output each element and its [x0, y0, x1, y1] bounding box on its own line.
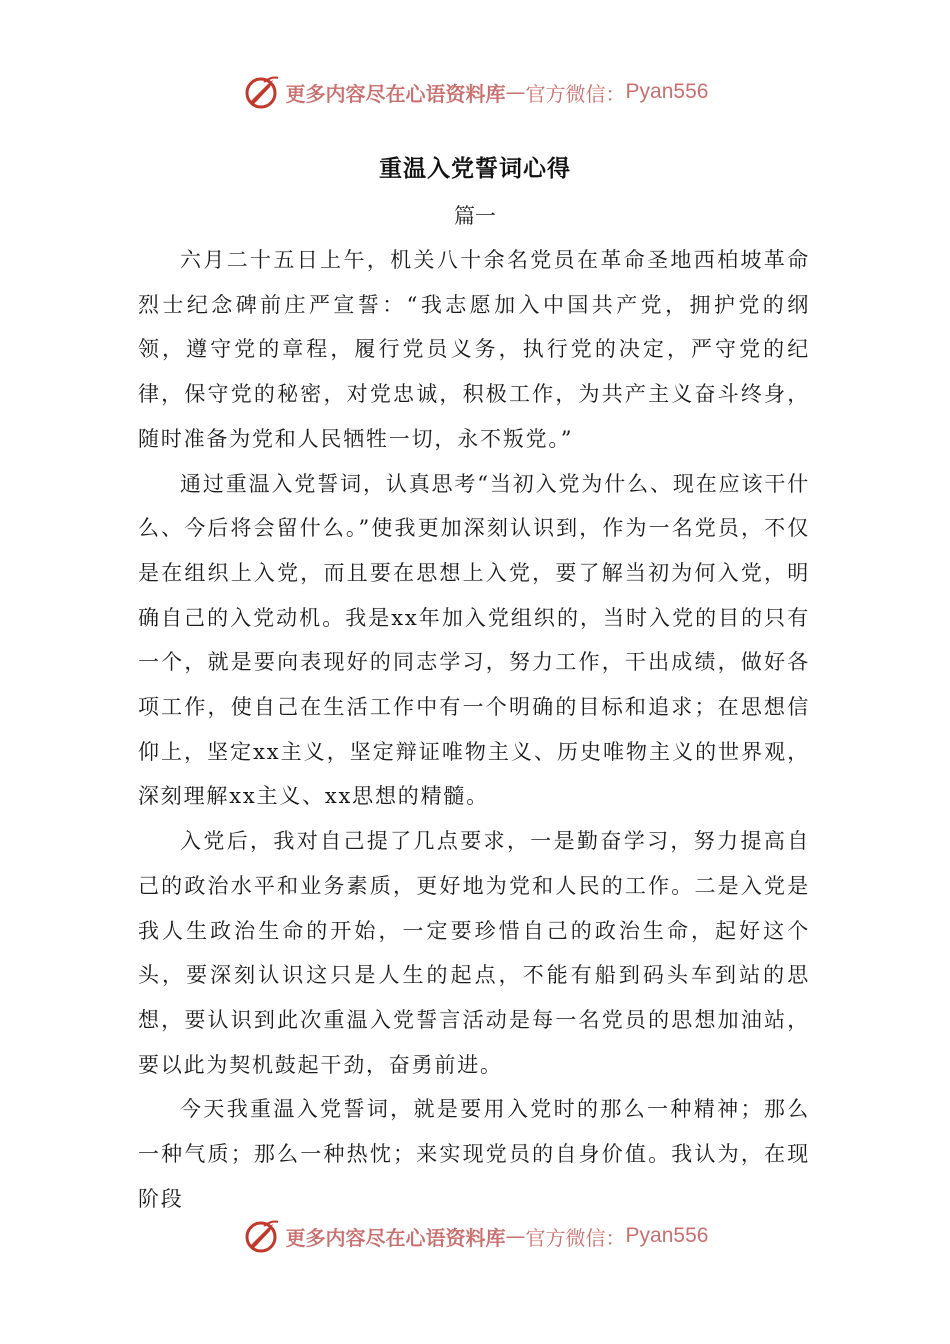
paragraph-1: 六月二十五日上午，机关八十余名党员在革命圣地西柏坡革命烈士纪念碑前庄严宣誓：“我志愿加入中国共产党，拥护党的纲领，遵守党的章程，履行党员义务，执行党的决定，严守党的纪律，保守党的秘密，对党忠诚，积极工作，为共产主义奋斗终身，随时准备为党和人民牺牲一切，永不叛党。”	[138, 248, 810, 451]
document-title: 重温入党誓词心得	[379, 156, 571, 182]
banner-wechat-id: Pyan556	[625, 80, 709, 103]
footer-banner	[0, 1214, 950, 1258]
banner-main-text: 更多内容尽在心语资料库	[285, 1225, 506, 1250]
header-banner	[0, 70, 950, 114]
pen-circle-logo-icon	[242, 72, 282, 112]
banner-wechat-label: 官方微信：	[525, 81, 626, 106]
pen-circle-logo-icon	[242, 1216, 282, 1256]
document-body	[138, 238, 810, 1221]
paragraph-4: 今天我重温入党誓词，就是要用入党时的那么一种精神；那么一种气质；那么一种热忱；来实现党员的自身价值。我认为，在现阶段	[138, 1097, 810, 1211]
banner-wechat-id: Pyan556	[625, 1224, 709, 1247]
banner-dash: —	[505, 80, 526, 104]
document-subtitle: 篇一	[454, 204, 496, 228]
banner-dash: —	[505, 1224, 526, 1248]
banner-wechat-label: 官方微信：	[525, 1225, 626, 1250]
paragraph-3: 入党后，我对自己提了几点要求，一是勤奋学习，努力提高自己的政治水平和业务素质，更好地为党和人民的工作。二是入党是我人生政治生命的开始，一定要珍惜自己的政治生命，起好这个头，要深刻认识这只是人生的起点，不能有船到码头车到站的思想，要认识到此次重温入党誓言活动是每一名党员的思想加油站，要以此为契机鼓起干劲，奋勇前进。	[138, 829, 810, 1077]
banner-main-text: 更多内容尽在心语资料库	[285, 81, 506, 106]
paragraph-2: 通过重温入党誓词，认真思考“当初入党为什么、现在应该干什么、今后将会留什么。”使我更加深刻认识到，作为一名党员，不仅是在组织上入党，而且要在思想上入党，要了解当初为何入党，明确自己的入党动机。我是xx年加入党组织的，当时入党的目的只有一个，就是要向表现好的同志学习，努力工作，干出成绩，做好各项工作，使自己在生活工作中有一个明确的目标和追求；在思想信仰上，坚定xx主义，坚定辩证唯物主义、历史唯物主义的世界观，深刻理解xx主义、xx思想的精髓。	[138, 471, 810, 809]
